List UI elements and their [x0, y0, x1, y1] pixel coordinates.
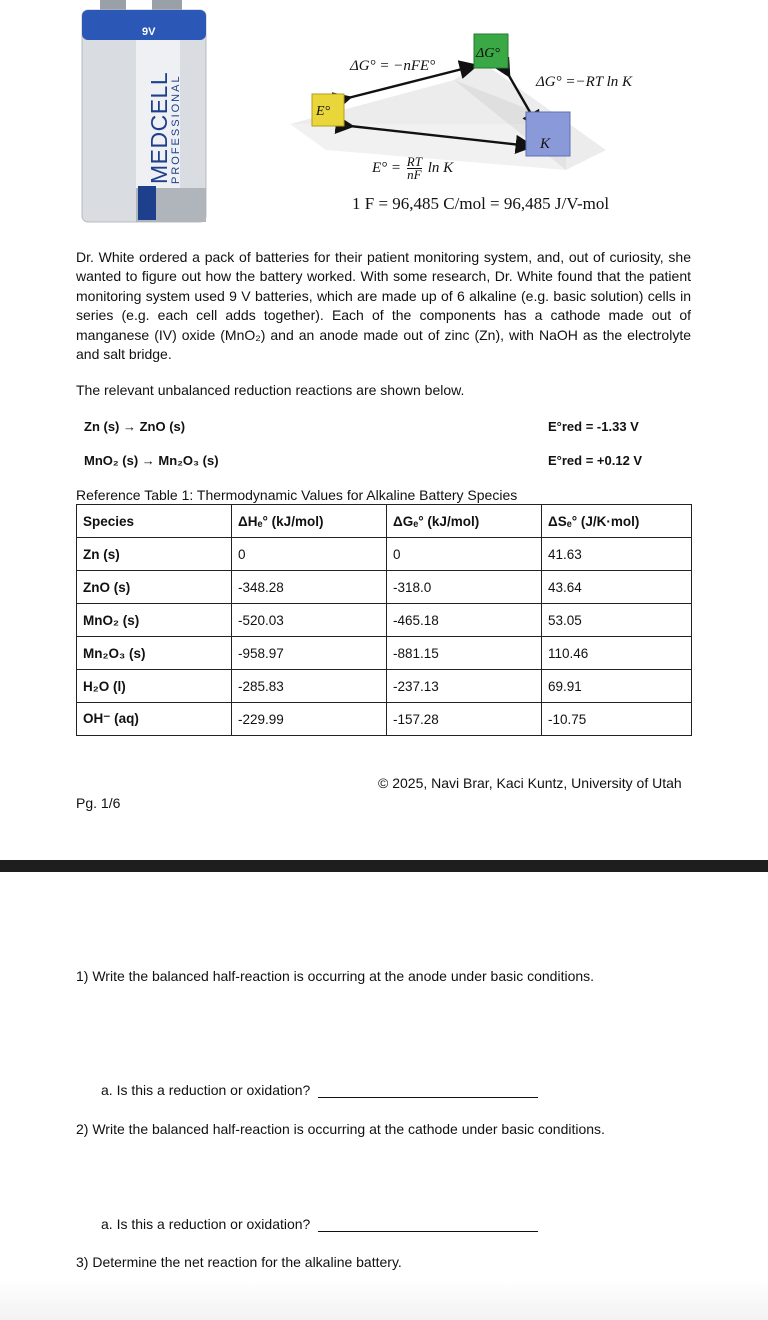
k-box-label: K [540, 136, 551, 152]
medline-logo [138, 186, 156, 220]
battery-brand-text: MEDCELL [146, 71, 172, 184]
ds-cell: 110.46 [542, 637, 692, 670]
e-box-label: E° [316, 104, 331, 119]
battery-image [80, 0, 208, 224]
faraday-constant: 1 F = 96,485 C/mol = 96,485 J/V-mol [352, 194, 610, 213]
species-cell: Mn₂O₃ (s) [77, 637, 232, 670]
eq-e-prefix: E° = [372, 159, 402, 176]
dh-cell: -285.83 [232, 670, 387, 703]
battery-voltage-label: 9V [142, 26, 156, 38]
question-2a-row [101, 1216, 538, 1232]
table-row [77, 571, 692, 604]
species-cell: MnO₂ (s) [77, 604, 232, 637]
dh-cell: 0 [232, 538, 387, 571]
header-species: Species [77, 505, 232, 538]
eq-e-rt [372, 156, 453, 181]
header-dh: ΔHₑ° (kJ/mol) [232, 505, 387, 538]
eq-e-suffix: ln K [427, 159, 454, 176]
page-divider [0, 860, 768, 872]
question-3: 3) Determine the net reaction for the alkaline battery. [76, 1254, 402, 1270]
question-1a-label: a. Is this a reduction or oxidation? [101, 1082, 311, 1098]
question-2: 2) Write the balanced half-reaction is occurring at the cathode under basic conditions. [76, 1121, 605, 1137]
species-cell: OH⁻ (aq) [77, 703, 232, 736]
reaction-2-equation: MnO₂ (s) → Mn₂O₃ (s) [84, 453, 219, 468]
frac-denominator: nF [407, 167, 422, 182]
dg-cell: 0 [387, 538, 542, 571]
species-cell: H₂O (l) [77, 670, 232, 703]
reference-table [76, 504, 692, 736]
species-cell: Zn (s) [77, 538, 232, 571]
frac-numerator: RT [406, 154, 422, 169]
dg-cell: -465.18 [387, 604, 542, 637]
dh-cell: -348.28 [232, 571, 387, 604]
dh-cell: -958.97 [232, 637, 387, 670]
dh-cell: -229.99 [232, 703, 387, 736]
table-header-row [77, 505, 692, 538]
reaction-1-potential: E°red = -1.33 V [548, 419, 639, 434]
table-row [77, 538, 692, 571]
reaction-2-potential: E°red = +0.12 V [548, 453, 643, 468]
page-number: Pg. 1/6 [76, 795, 121, 811]
table-row [77, 637, 692, 670]
dg-cell: -157.28 [387, 703, 542, 736]
header-ds: ΔSₑ° (J/K·mol) [542, 505, 692, 538]
dg-box-label: ΔG° [476, 46, 500, 61]
reactions-intro: The relevant unbalanced reduction reactions are shown below. [76, 382, 465, 398]
dg-cell: -237.13 [387, 670, 542, 703]
reaction-1-equation: Zn (s) → ZnO (s) [84, 419, 186, 434]
ds-cell: 69.91 [542, 670, 692, 703]
table-row [77, 670, 692, 703]
question-1: 1) Write the balanced half-reaction is occurring at the anode under basic conditions. [76, 968, 595, 984]
question-1a-row [101, 1082, 538, 1098]
header-dg: ΔGₑ° (kJ/mol) [387, 505, 542, 538]
answer-line-2a[interactable] [318, 1217, 538, 1232]
table-row [77, 703, 692, 736]
page-bottom-shade [0, 1280, 768, 1320]
table-row [77, 604, 692, 637]
eq-dg-nfe: ΔG° = −nFE° [350, 58, 436, 74]
dg-cell: -318.0 [387, 571, 542, 604]
ds-cell: 53.05 [542, 604, 692, 637]
eq-dg-rtlnk: ΔG° =−RT ln K [536, 74, 633, 90]
ds-cell: -10.75 [542, 703, 692, 736]
battery-subbrand-text: PROFESSIONAL [170, 74, 182, 184]
eq-fraction [407, 156, 422, 181]
intro-paragraph: Dr. White ordered a pack of batteries for their patient monitoring system, and, out of curiosity, she wanted to figure out how the battery worked. With some research, Dr. White found that the patient monitoring system used 9 V batteries, which are made up of 6 alkaline (e.g. basic solution) cells in series (e.g. each cell adds together). Each of the components has a cathode made out of manganese (IV) oxide (MnO₂) and an anode made out of zinc (Zn), with NaOH as the electrolyte and salt bridge. [76, 249, 691, 363]
question-2a-label: a. Is this a reduction or oxidation? [101, 1216, 311, 1232]
dg-cell: -881.15 [387, 637, 542, 670]
dh-cell: -520.03 [232, 604, 387, 637]
thermo-triangle-diagram [286, 30, 686, 195]
species-cell: ZnO (s) [77, 571, 232, 604]
ds-cell: 43.64 [542, 571, 692, 604]
table-caption: Reference Table 1: Thermodynamic Values for Alkaline Battery Species [76, 487, 518, 503]
copyright-notice: © 2025, Navi Brar, Kaci Kuntz, University of Utah [378, 775, 682, 791]
ds-cell: 41.63 [542, 538, 692, 571]
answer-line-1a[interactable] [318, 1083, 538, 1098]
